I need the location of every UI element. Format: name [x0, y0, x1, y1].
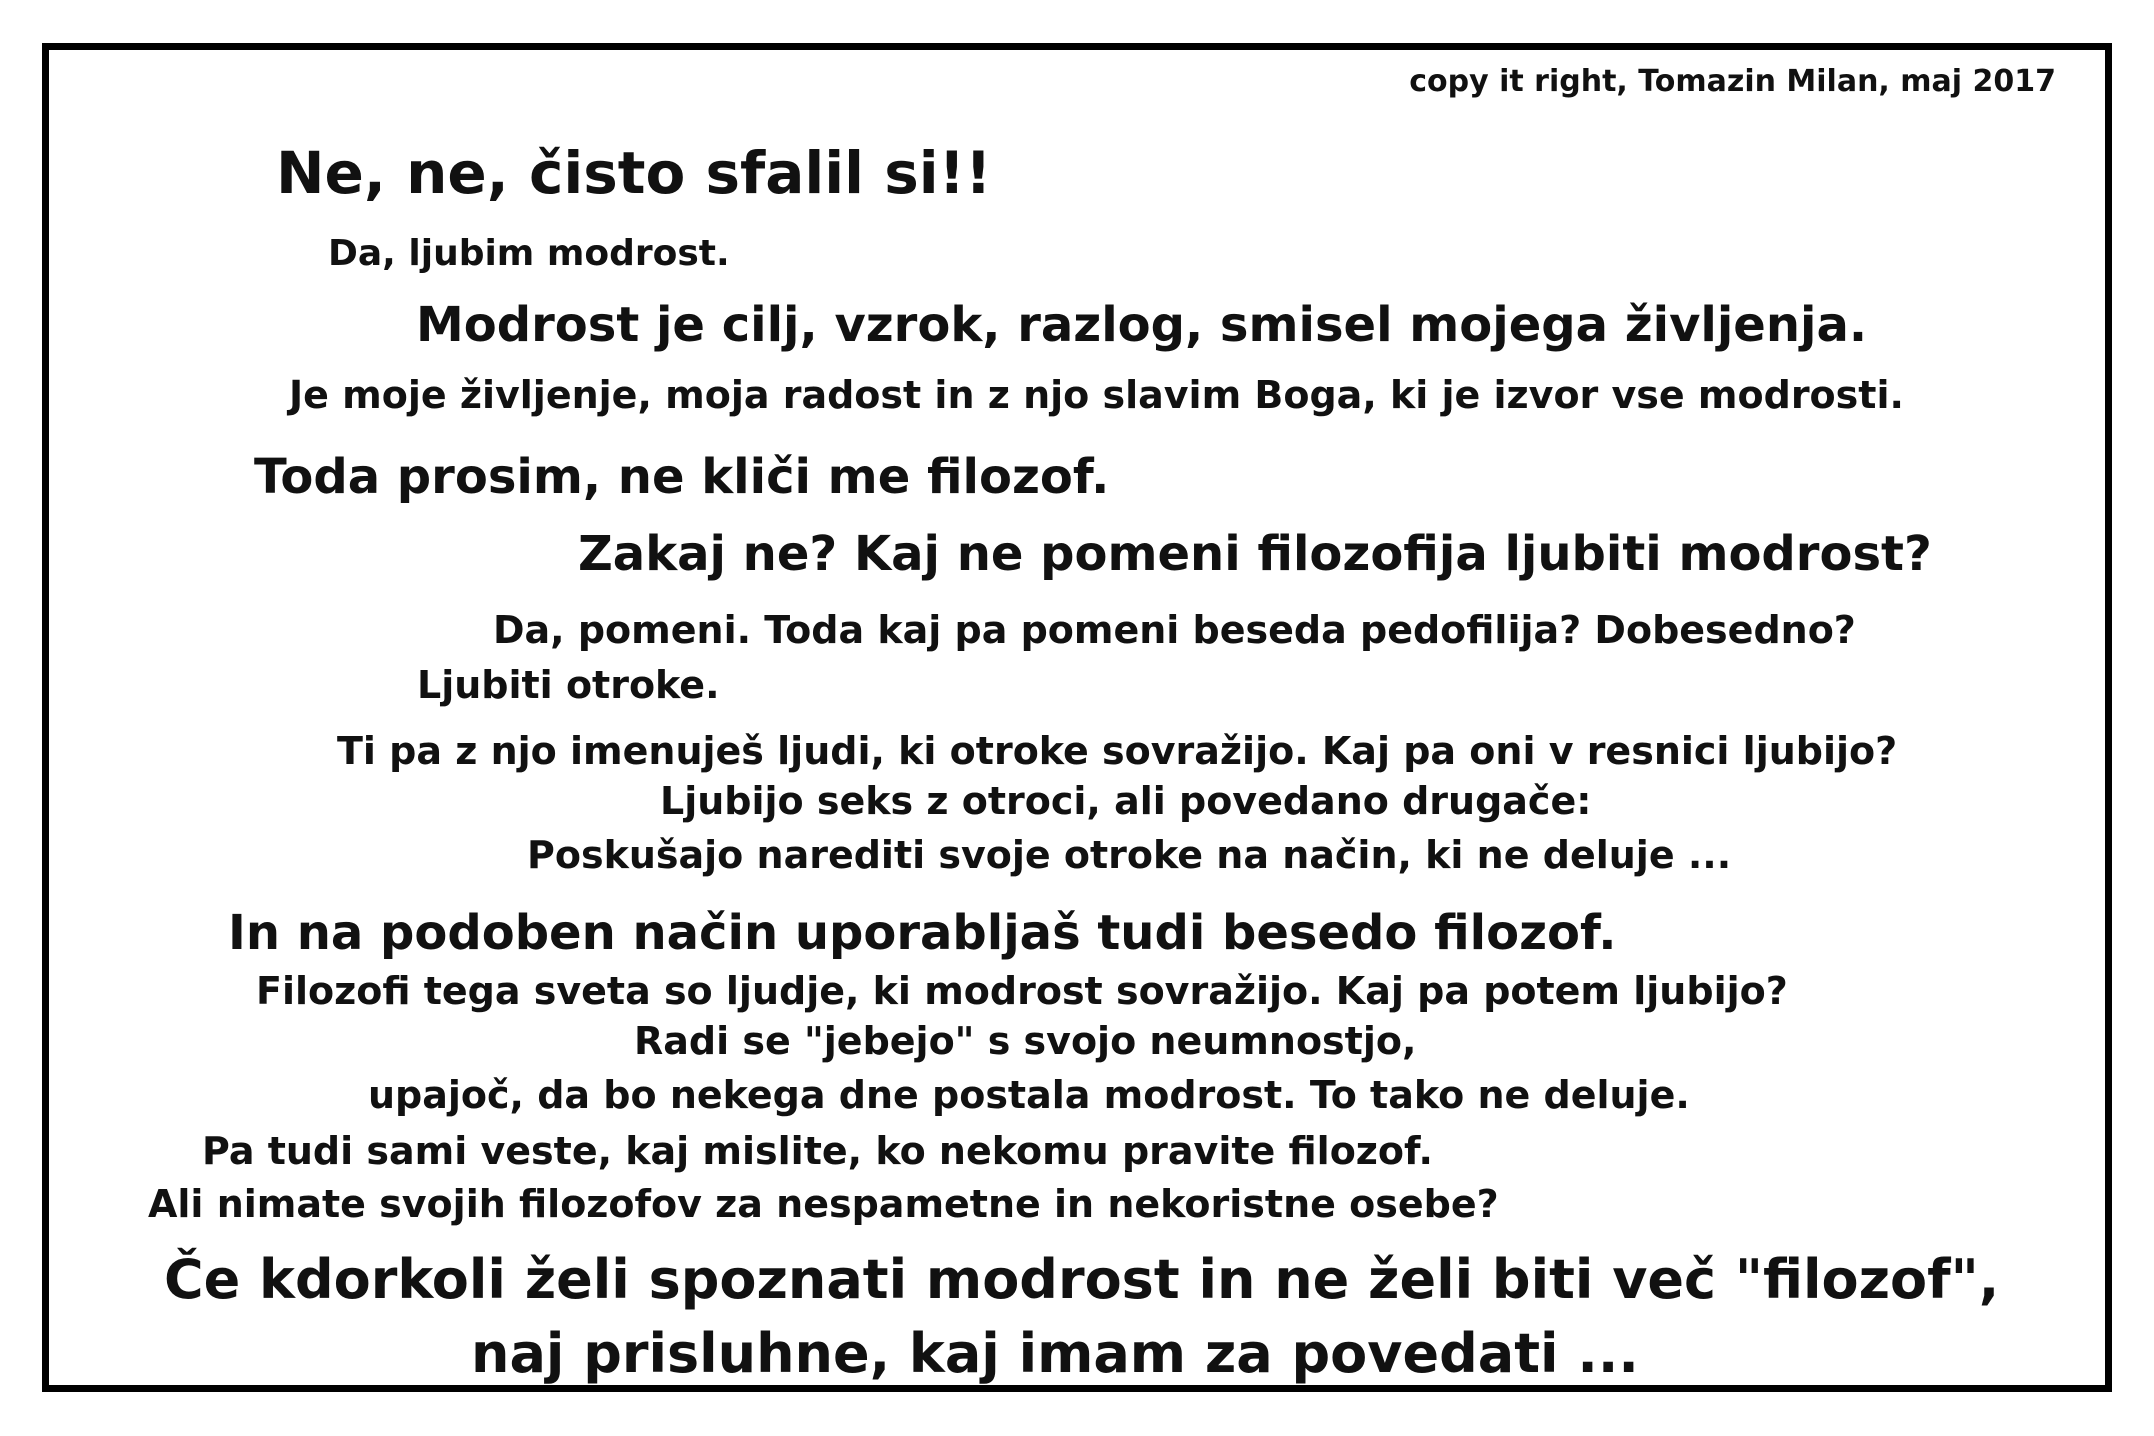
text-line: Radi se "jebejo" s svojo neumnostjo,	[634, 1019, 1417, 1063]
text-line: Ljubiti otroke.	[417, 663, 720, 707]
copyright-note: copy it right, Tomazin Milan, maj 2017	[1409, 64, 2056, 99]
text-line: Da, pomeni. Toda kaj pa pomeni beseda pedofilija? Dobesedno?	[493, 608, 1856, 652]
text-line: Da, ljubim modrost.	[328, 233, 730, 274]
text-line: Pa tudi sami veste, kaj mislite, ko nekomu pravite filozof.	[202, 1129, 1433, 1173]
text-line: In na podoben način uporabljaš tudi besedo filozof.	[228, 905, 1617, 961]
text-line: Ljubijo seks z otroci, ali povedano drugače:	[660, 779, 1592, 823]
text-line: naj prisluhne, kaj imam za povedati ...	[471, 1322, 1639, 1385]
text-line: Toda prosim, ne kliči me filozof.	[254, 449, 1110, 505]
text-line: Ali nimate svojih filozofov za nespametne in nekoristne osebe?	[148, 1182, 1499, 1226]
text-line: Je moje življenje, moja radost in z njo slavim Boga, ki je izvor vse modrosti.	[289, 373, 1904, 417]
text-line: Filozofi tega sveta so ljudje, ki modrost sovražijo. Kaj pa potem ljubijo?	[256, 969, 1788, 1013]
text-line: Ti pa z njo imenuješ ljudi, ki otroke sovražijo. Kaj pa oni v resnici ljubijo?	[337, 729, 1898, 773]
text-line: Ne, ne, čisto sfalil si!!	[276, 139, 992, 207]
text-line: upajoč, da bo nekega dne postala modrost. To tako ne deluje.	[368, 1073, 1690, 1117]
text-line: Poskušajo narediti svoje otroke na način, ki ne deluje ...	[527, 833, 1732, 877]
text-line: Zakaj ne? Kaj ne pomeni filozofija ljubiti modrost?	[578, 526, 1932, 582]
text-line: Če kdorkoli želi spoznati modrost in ne želi biti več "filozof",	[164, 1248, 2000, 1311]
text-line: Modrost je cilj, vzrok, razlog, smisel mojega življenja.	[416, 297, 1868, 353]
